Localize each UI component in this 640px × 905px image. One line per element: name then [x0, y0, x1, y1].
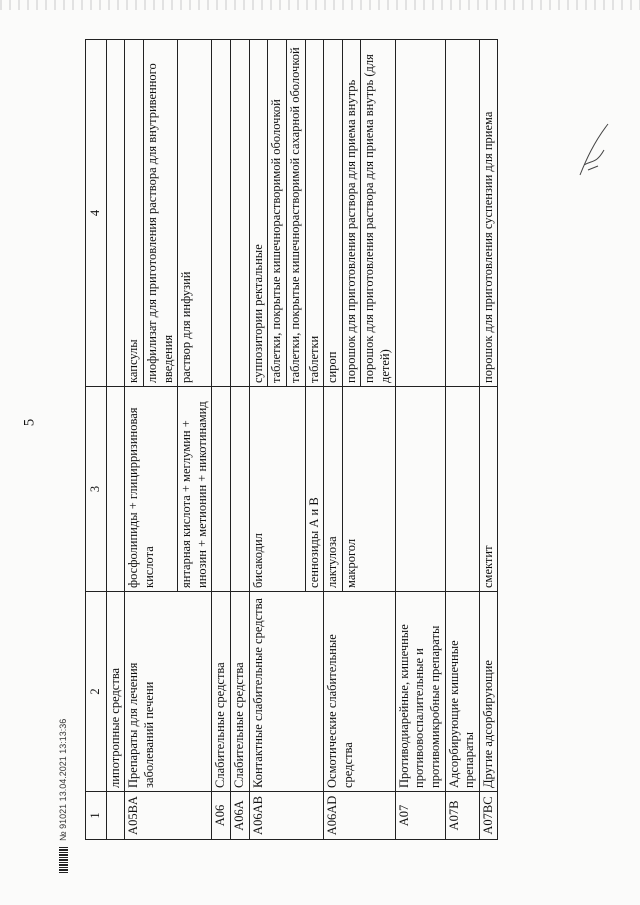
table-row: [106, 40, 125, 840]
atc-code-cell: A06AB: [249, 792, 324, 840]
substance-cell: [106, 387, 125, 592]
table-row: [231, 40, 250, 840]
form-cell: раствор для инфузий: [178, 40, 212, 387]
page-number: 5: [21, 418, 38, 427]
substance-cell: [395, 387, 445, 592]
substance-cell: янтарная кислота + меглумин + инозин + метионин + никотинамид: [178, 387, 212, 592]
atc-code-cell: A06AD: [324, 792, 396, 840]
form-cell: порошок для приготовления суспензии для приема: [479, 40, 498, 387]
atc-code-cell: A06: [212, 792, 231, 840]
header-row: [86, 40, 107, 840]
form-cell: [106, 40, 125, 387]
form-cell: порошок для приготовления раствора для приема внутрь: [342, 40, 361, 387]
form-cell: таблетки, покрытые кишечнорастворимой сахарной оболочкой: [286, 40, 305, 387]
atc-code-cell: [106, 792, 125, 840]
rotated-table-container: [85, 40, 615, 840]
form-cell: таблетки: [305, 40, 324, 387]
group-cell: Другие адсорбирующие: [479, 592, 498, 792]
form-cell: сироп: [324, 40, 343, 387]
form-cell: [212, 40, 231, 387]
table-row: [249, 40, 268, 840]
stamp-text: № 91021 13.04.2021 13:13:36: [58, 718, 68, 841]
group-cell: Слабительные средства: [212, 592, 231, 792]
group-cell: липотропные средства: [106, 592, 125, 792]
substance-cell: сеннозиды А и В: [305, 387, 324, 592]
form-cell: [231, 40, 250, 387]
atc-code-cell: A07: [395, 792, 445, 840]
table-row: [125, 40, 144, 840]
substance-cell: [231, 387, 250, 592]
form-cell: капсулы: [125, 40, 144, 387]
table-row: [395, 40, 445, 840]
table-row: [479, 40, 498, 840]
drug-table: [85, 39, 498, 840]
group-cell: Слабительные средства: [231, 592, 250, 792]
substance-cell: смектит: [479, 387, 498, 592]
form-cell: [445, 40, 479, 387]
scan-noise: [0, 0, 640, 10]
form-cell: таблетки, покрытые кишечнорастворимой оболочкой: [268, 40, 287, 387]
atc-code-cell: A07B: [445, 792, 479, 840]
form-cell: порошок для приготовления раствора для приема внутрь (для детей): [361, 40, 395, 387]
substance-cell: [212, 387, 231, 592]
atc-code-cell: A07BC: [479, 792, 498, 840]
table-row: [212, 40, 231, 840]
substance-cell: макрогол: [342, 387, 395, 592]
substance-cell: лактулоза: [324, 387, 343, 592]
group-cell: Осмотические слабительные средства: [324, 592, 396, 792]
form-cell: [395, 40, 445, 387]
column-header: 4: [86, 40, 107, 387]
group-cell: Адсорбирующие кишечные препараты: [445, 592, 479, 792]
table-row: [324, 40, 343, 840]
group-cell: Препараты для лечения заболеваний печени: [125, 592, 212, 792]
column-header: 1: [86, 792, 107, 840]
atc-code-cell: A06A: [231, 792, 250, 840]
document-stamp: [58, 719, 68, 873]
form-cell: лиофилизат для приготовления раствора для внутривенного введения: [143, 40, 177, 387]
signature-icon: [574, 120, 614, 180]
substance-cell: бисакодил: [249, 387, 305, 592]
table-row: [445, 40, 479, 840]
substance-cell: [445, 387, 479, 592]
substance-cell: фосфолипиды + глицирризиновая кислота: [125, 387, 178, 592]
group-cell: Противодиарейные, кишечные противовоспалительные и противомикробные препараты: [395, 592, 445, 792]
group-cell: Контактные слабительные средства: [249, 592, 324, 792]
barcode-icon: [59, 847, 68, 873]
column-header: 2: [86, 592, 107, 792]
form-cell: суппозитории ректальные: [249, 40, 268, 387]
atc-code-cell: A05BA: [125, 792, 212, 840]
column-header: 3: [86, 387, 107, 592]
